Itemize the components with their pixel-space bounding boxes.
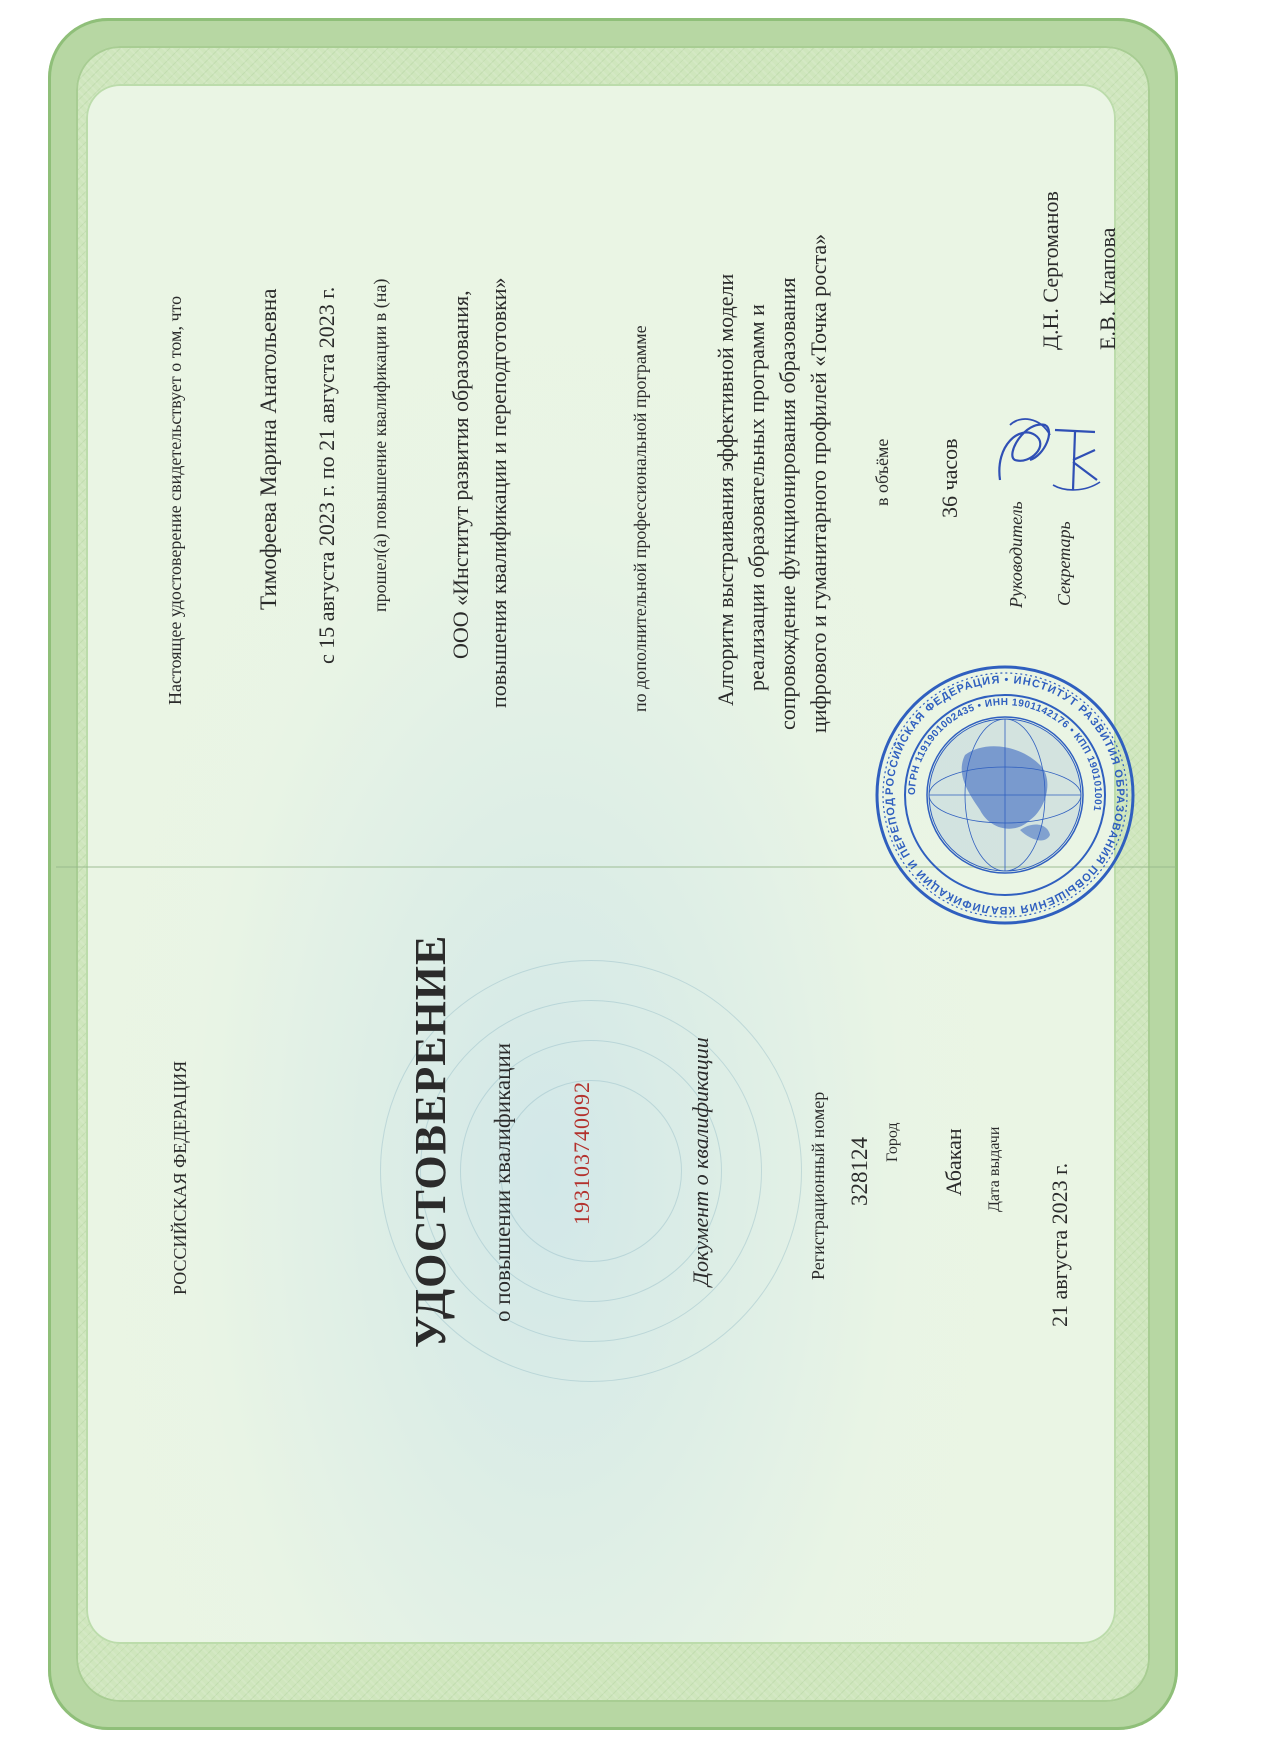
program-label: по дополнительной профессиональной программе <box>630 325 650 712</box>
organization-line-2: повышения квалификации и переподготовки» <box>486 277 511 708</box>
completed-text: прошел(а) повышение квалификации в (на) <box>370 278 390 612</box>
document-title: УДОСТОВЕРЕНИЕ <box>406 934 455 1348</box>
city-value: Абакан <box>941 1128 966 1196</box>
secretary-signature <box>1045 420 1105 500</box>
head-name: Д.Н. Сергоманов <box>1038 191 1063 350</box>
head-label: Руководитель <box>1006 501 1026 608</box>
registration-label: Регистрационный номер <box>808 1091 828 1280</box>
full-name: Тимофеева Марина Анатольевна <box>256 288 281 610</box>
document-subtitle: о повышении квалификации <box>490 1042 515 1322</box>
document-type: Документ о квалификации <box>688 1037 713 1286</box>
volume-value: 36 часов <box>937 438 962 518</box>
official-stamp <box>870 660 1140 930</box>
intro-text: Настоящее удостоверение свидетельствует о том, что <box>165 295 185 705</box>
issue-date-label: Дата выдачи <box>986 1126 1003 1212</box>
training-period: с 15 августа 2023 г. по 21 августа 2023 г. <box>314 286 339 664</box>
organization-line-1: ООО «Институт развития образования, <box>448 290 473 659</box>
issue-date-value: 21 августа 2023 г. <box>1047 1162 1072 1327</box>
program-line-4: цифрового и гуманитарного профилей «Точка роста» <box>806 233 831 733</box>
secretary-name: Е.В. Клапова <box>1095 227 1120 350</box>
serial-number: 193103740092 <box>569 1081 594 1225</box>
program-line-3: сопровождение функционирования образования <box>775 277 800 730</box>
stamp-seal <box>870 660 1140 930</box>
registration-number: 328124 <box>847 1137 872 1206</box>
stamp-outer-text: РОССИЙСКАЯ ФЕДЕРАЦИЯ • ИНСТИТУТ РАЗВИТИЯ ОБРАЗОВАНИЯ ПОВЫШЕНИЯ КВАЛИФИКАЦИИ И ПЕРЕПОД <box>883 673 1127 917</box>
secretary-label: Секретарь <box>1054 521 1074 606</box>
country-label: РОССИЙСКАЯ ФЕДЕРАЦИЯ <box>170 1060 190 1295</box>
program-line-2: реализации образовательных программ и <box>744 304 769 691</box>
stamp-inner-text: ОГРН 1191901002435 • ИНН 1901142176 • КПП 190101001 <box>906 696 1104 813</box>
city-label: Город <box>884 1122 901 1162</box>
program-line-1: Алгоритм выстраивания эффективной модели <box>713 273 738 706</box>
volume-label: в объёме <box>872 438 892 506</box>
